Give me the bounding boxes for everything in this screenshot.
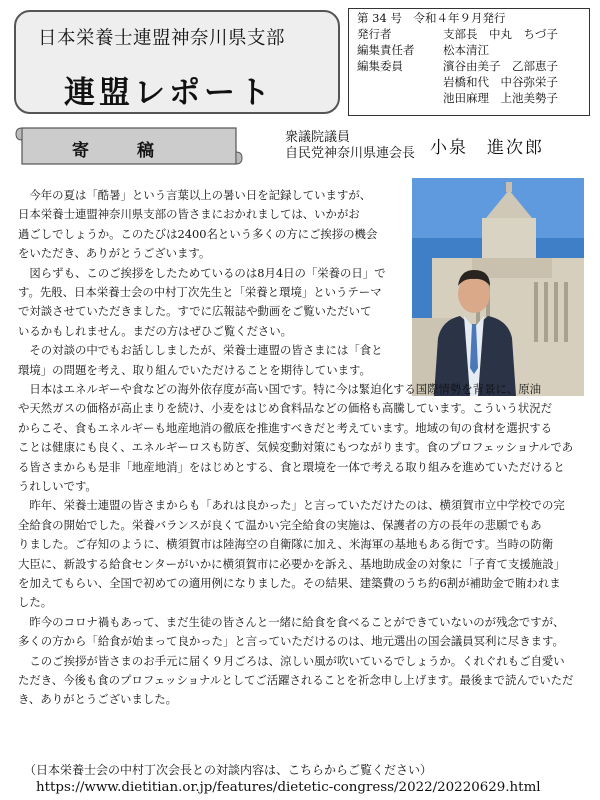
interview-link[interactable]: https://www.dietitian.or.jp/features/dietetic-congress/2022/20220629.html <box>36 780 541 795</box>
section-title: 寄稿 <box>72 141 202 161</box>
editor-name: 松本清江 <box>443 43 489 57</box>
article-line: ことは健康にも良く、エネルギーロスも防ぎ、気候変動対策にもつながります。食のプロフェッショナルであ <box>18 440 574 455</box>
article-line: した。 <box>18 595 53 610</box>
issue-number: 第 34 号 令和４年９月発行 <box>357 11 506 25</box>
article-line: このご挨拶が皆さまのお手元に届く９月ごろは、涼しい風が吹いているでしょうか。くれぐれもご自愛い <box>18 653 565 668</box>
article-line: 日本栄養士連盟神奈川県支部の皆さまにおかれましては、いかがお <box>18 207 360 222</box>
masthead <box>14 10 340 114</box>
article-line: き、ありがとうございました。 <box>18 692 178 707</box>
article-line: や天然ガスの価格が高止まりを続け、小麦をはじめ食料品などの価格も高騰しています。こういう状況だ <box>18 401 552 416</box>
author-name: 小泉 進次郎 <box>430 138 544 158</box>
author-title: 衆議院議員 <box>285 130 351 145</box>
article-line: その対談の中でもお話ししましたが、栄養士連盟の皆さまには「食と <box>18 343 383 358</box>
article-line: ただき、今後も食のプロフェッショナルとしてご活躍されることを祈念申し上げます。最後まで読んでいただ <box>18 673 574 687</box>
author-block <box>285 130 544 162</box>
committee-members-2: 岩橋和代 中谷弥栄子 <box>443 75 558 89</box>
reference-note: （日本栄養士会の中村丁次会長との対談内容は、こちらからご覧ください） <box>24 763 433 777</box>
publisher-name: 支部長 中丸 ちづ子 <box>443 27 558 41</box>
committee-members-3: 池田麻理 上池美勢子 <box>443 91 558 105</box>
article-line: 環境」の問題を考え、取り組んでいただけることを期待しています。 <box>18 362 371 377</box>
section-banner <box>14 122 244 170</box>
article-line: る皆さまからも是非「地産地消」をはじめとする、食と環境を一体で考える取り組みを進めていただけると <box>18 459 565 474</box>
article-line: 図らずも、このご挨拶をしたためているのは8月4日の「栄養の日」で <box>18 265 386 280</box>
article-line: いるかもしれません。まだの方はぜひご覧ください。 <box>18 323 293 338</box>
issue-info <box>348 8 590 116</box>
article-line: をいただき、ありがとうございます。 <box>18 246 211 261</box>
article-line: で対談させていただきました。すでに広報誌や動画をご覧いただいて <box>18 304 372 319</box>
article-line: からこそ、食もエネルギーも地産地消の徹底を推進すべきだと考えています。地域の旬の食材を選択する <box>18 420 552 435</box>
article-line: す。先般、日本栄養士会の中村丁次先生と「栄養と環境」というテーマ <box>18 285 382 299</box>
committee-members-1: 濱谷由美子 乙部恵子 <box>443 59 558 73</box>
committee-label: 編集委員 <box>357 59 403 73</box>
article-line: 大臣に、新設する給食センターがいかに横須賀市に必要かを訴え、基地助成金の対象に「子育て支援施設」 <box>18 556 565 571</box>
article-line: 日本はエネルギーや食などの海外依存度が高い国です。特に今は緊迫化する国際情勢を背景に、原油 <box>18 382 542 396</box>
publisher-label: 発行者 <box>357 27 392 41</box>
article-line: 過ごしでしょうか。このたびは2400名という多くの方にご挨拶の機会 <box>18 226 378 241</box>
article-line: うれしいです。 <box>18 479 97 493</box>
article-line: 多くの方から「給食が始まって良かった」と言っていただけるのは、地元選出の国会議員冥利に尽きます。 <box>18 634 564 649</box>
org-name: 日本栄養士連盟神奈川県支部 <box>38 28 286 49</box>
editor-label: 編集責任者 <box>357 43 415 57</box>
article-line: を加えてもらい、全国で初めての適用例になりました。その結果、建築費のうち約6割が補助金で賄われま <box>18 576 561 590</box>
newsletter-title: 連盟レポート <box>64 75 274 111</box>
article-line: 昨今のコロナ禍もあって、まだ生徒の皆さんと一緒に給食を食べることができていないのが残念ですが、 <box>18 614 565 629</box>
article-line: 昨年、栄養士連盟の皆さまからも「あれは良かった」と言っていただけたのは、横須賀市立中学校での完 <box>18 498 565 513</box>
article-line: 全給食の開始でした。栄養バランスが良くて温かい完全給食の実施は、保護者の方の長年の悲願でもあ <box>18 517 542 532</box>
author-photo <box>412 178 584 396</box>
author-affiliation: 自民党神奈川県連会長 <box>285 146 416 161</box>
article-line: 今年の夏は「酷暑」という言葉以上の暑い日を記録していますが、 <box>18 188 372 202</box>
article-line: りました。ご存知のように、横須賀市は陸海空の自衛隊に加え、米海軍の基地もある街です。当時の防衛 <box>18 537 554 552</box>
